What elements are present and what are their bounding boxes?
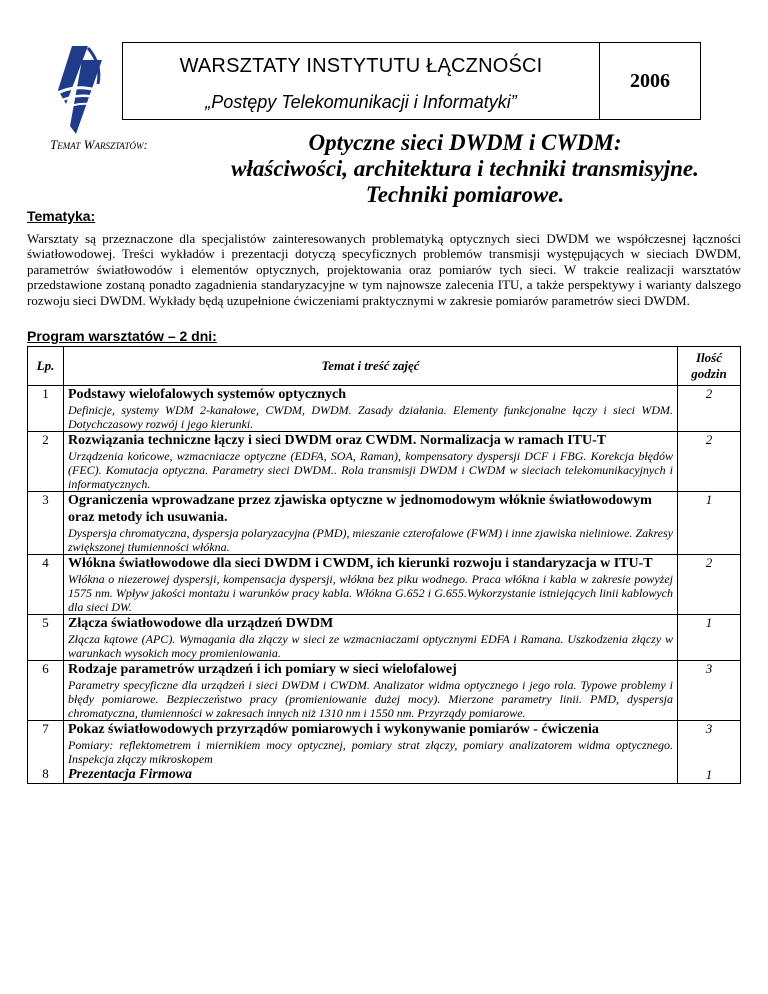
row-hours: 1 (678, 766, 741, 784)
row-title: Pokaz światłowodowych przyrządów pomiarowych i wykonywanie pomiarów - ćwiczenia (64, 721, 678, 739)
row-title: Rodzaje parametrów urządzeń i ich pomiary w sieci wielofalowej (64, 661, 678, 679)
year: 2006 (630, 69, 670, 92)
workshop-title: WARSZTATY INSTYTUTU ŁĄCZNOŚCI (179, 55, 543, 77)
table-row (28, 555, 741, 573)
table-row-desc (28, 632, 741, 661)
row-number: 5 (28, 615, 64, 633)
table-row-desc (28, 526, 741, 555)
table-row-desc (28, 403, 741, 432)
row-number: 3 (28, 492, 64, 527)
topic-label: Temat Warsztatów: (50, 137, 148, 152)
row-number: 8 (28, 766, 64, 784)
row-hours: 3 (678, 721, 741, 739)
row-title: Prezentacja Firmowa (64, 766, 678, 784)
main-title-line: Techniki pomiarowe. (365, 182, 565, 207)
table-row-desc (28, 449, 741, 492)
main-title-line: właściwości, architektura i techniki transmisyjne. (231, 156, 699, 181)
row-title: Włókna światłowodowe dla sieci DWDM i CWDM, ich kierunki rozwoju i standaryzacja w ITU-T (64, 555, 678, 573)
program-table (27, 346, 741, 784)
tematyka-heading: Tematyka: (27, 208, 96, 224)
row-description: Dyspersja chromatyczna, dyspersja polaryzacyjna (PMD), mieszanie czterofalowe (FWM) i inne zjawiska nieliniowe. Zakresy zwiększonej tłumienności włókna. (64, 526, 678, 555)
row-title: Podstawy wielofalowych systemów optycznych (64, 386, 678, 404)
table-row-desc (28, 572, 741, 615)
row-number: 4 (28, 555, 64, 573)
row-hours: 2 (678, 386, 741, 404)
program-heading: Program warsztatów – 2 dni: (27, 328, 217, 344)
row-hours: 2 (678, 432, 741, 450)
row-hours: 3 (678, 661, 741, 679)
row-hours: 2 (678, 555, 741, 573)
row-number: 7 (28, 721, 64, 739)
row-description: Złącza kątowe (APC). Wymagania dla złączy w sieci ze wzmacniaczami optycznymi EDFA i Ramana. Uszkodzenia złączy w warunkach wysokich mocy promieniowania. (64, 632, 678, 661)
row-number: 2 (28, 432, 64, 450)
row-hours: 1 (678, 492, 741, 527)
table-row (28, 432, 741, 450)
table-row (28, 721, 741, 739)
year-box (599, 42, 701, 120)
table-row (28, 386, 741, 404)
institute-logo (52, 44, 112, 139)
main-title (205, 130, 725, 208)
column-header-lp: Lp. (28, 347, 64, 386)
row-description: Definicje, systemy WDM 2-kanałowe, CWDM, DWDM. Zasady działania. Elementy funkcjonalne łączy i sieci WDM. Dotychczasowy rozwój i jego kierunki. (64, 403, 678, 432)
row-description: Urządzenia końcowe, wzmacniacze optyczne (EDFA, SOA, Raman), kompensatory dyspersji DCF i FBG. Korekcja błędów (FEC). Komutacja optyczna. Parametry sieci DWDM.. Rola transmisji DWDM i CWDM w sieciach telekomunikacyjnych i informatycznych. (64, 449, 678, 492)
main-title-line: Optyczne sieci DWDM i CWDM: (308, 130, 622, 155)
table-row (28, 661, 741, 679)
table-row-desc (28, 678, 741, 721)
table-row-desc (28, 738, 741, 766)
table-row (28, 615, 741, 633)
row-hours: 1 (678, 615, 741, 633)
tematyka-text: Warsztaty są przeznaczone dla specjalistów zainteresowanych problematyką optycznych sieci DWDM we współczesnej łączności światłowodowej. Treści wykładów i prezentacji dotyczą specyficznych problemów transmisji występujących w sieciach DWDM, parametrów światłowodów i elementów optycznych, projektowania oraz pomiarów tych sieci. W trakcie realizacji warsztatów przedstawione zostaną ponadto zagadnienia standaryzacyjne w tym najnowsze zalecenia ITU, a także perspektywy i warianty dalszego rozwoju sieci DWDM. Wykłady będą uzupełnione ćwiczeniami praktycznymi w zakresie pomiarów parametrów sieci DWDM. (27, 231, 741, 308)
row-title: Złącza światłowodowe dla urządzeń DWDM (64, 615, 678, 633)
row-description: Włókna o niezerowej dyspersji, kompensacja dyspersji, włókna bez piku wodnego. Praca włókna i kabla w zakresie powyżej 1575 nm. Wpływ jakości montażu i warunków pracy kabla. Włókna G.652 i G.655.Wykorzystanie istniejących linii kablowych dla sieci DW. (64, 572, 678, 615)
row-number: 1 (28, 386, 64, 404)
column-header-hours: Ilość godzin (678, 347, 741, 386)
row-title: Rozwiązania techniczne łączy i sieci DWDM oraz CWDM. Normalizacja w ramach ITU-T (64, 432, 678, 450)
workshop-subtitle: „Postępy Telekomunikacji i Informatyki” (205, 92, 517, 112)
column-header-topic: Temat i treść zajęć (64, 347, 678, 386)
table-row (28, 492, 741, 527)
row-description: Parametry specyficzne dla urządzeń i sieci DWDM i CWDM. Analizator widma optycznego i jego rola. Typowe problemy i błędy pomiarowe. Bezpieczeństwo pracy (promieniowanie dużej mocy). Mierzone parametry linii. PMD, dyspersja chromatyczna, tłumienności w zakresach innych niż 1310 nm i 1550 nm. Przyrządy pomiarowe. (64, 678, 678, 721)
row-number: 6 (28, 661, 64, 679)
table-row (28, 766, 741, 784)
row-description: Pomiary: reflektometrem i miernikiem mocy optycznej, pomiary strat złączy, pomiary analizatorem widma optycznego. Inspekcja złączy mikroskopem (64, 738, 678, 766)
row-title: Ograniczenia wprowadzane przez zjawiska optyczne w jednomodowym włóknie światłowodowym oraz metody ich usuwania. (64, 492, 678, 527)
